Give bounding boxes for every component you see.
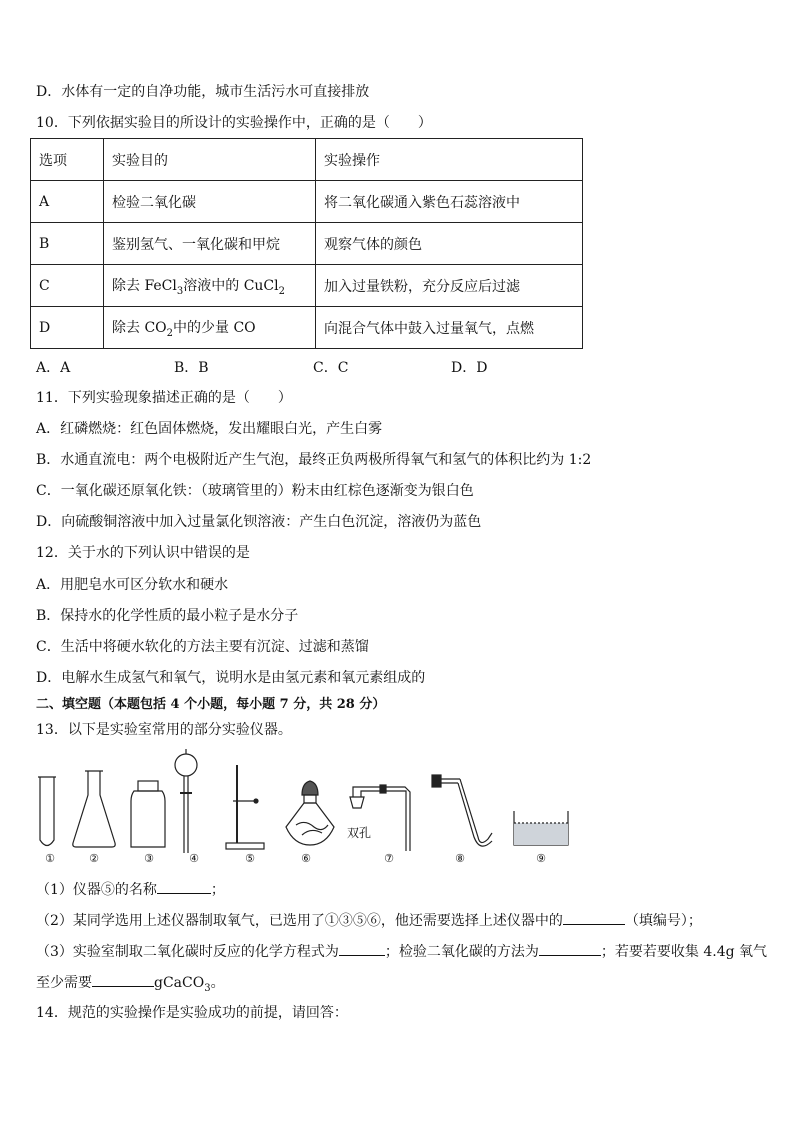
reagent-bottle-icon xyxy=(131,781,165,847)
choice-c: C．C xyxy=(313,360,349,376)
table-header-row xyxy=(31,139,583,181)
subscript: 3 xyxy=(204,982,211,994)
operation-cell: 加入过量铁粉，充分反应后过滤 xyxy=(316,265,583,307)
prompt-text: ；检验二氧化碳的方法为 xyxy=(384,944,539,960)
instrument-number: ⑦ xyxy=(384,852,394,865)
table-row xyxy=(31,181,583,223)
option-cell: B xyxy=(31,223,104,265)
test-tube-icon xyxy=(38,777,56,846)
prompt-text: 至少需要 xyxy=(36,975,92,991)
separatory-funnel-icon xyxy=(175,749,197,853)
subscript: 2 xyxy=(278,285,285,297)
q12-option-d: D．电解水生成氢气和氧气，说明水是由氢元素和氧元素组成的 xyxy=(36,670,426,686)
purpose-text: 除去 FeCl xyxy=(112,277,177,294)
iron-stand-icon xyxy=(226,765,264,849)
prompt-text: （填编号）； xyxy=(624,913,702,929)
instrument-number: ③ xyxy=(144,852,154,865)
answer-blank[interactable] xyxy=(339,941,385,956)
q13-part3-cont xyxy=(36,972,225,999)
operation-cell: 将二氧化碳通入紫色石蕊溶液中 xyxy=(316,181,583,223)
conical-flask-icon xyxy=(73,771,115,847)
diagram-label: 双孔 xyxy=(347,826,372,840)
subscript: 3 xyxy=(176,285,184,297)
q11-option-d: D．向硫酸铜溶液中加入过量氯化钡溶液：产生白色沉淀，溶液仍为蓝色 xyxy=(36,514,482,530)
q13-stem: 13．以下是实验室常用的部分实验仪器。 xyxy=(36,722,292,738)
subscript: 2 xyxy=(166,327,174,339)
choice-b: B．B xyxy=(174,360,209,376)
header-cell: 选项 xyxy=(31,139,104,181)
purpose-cell xyxy=(104,307,316,349)
option-cell: C xyxy=(31,265,104,307)
q12-stem: 12．关于水的下列认识中错误的是 xyxy=(36,545,250,561)
instrument-number: ⑧ xyxy=(455,852,465,865)
q11-stem: 11．下列实验现象描述正确的是（ ） xyxy=(36,390,292,406)
q13-part2 xyxy=(36,910,702,931)
double-hole-stopper-icon xyxy=(350,785,410,851)
q12-option-a: A．用肥皂水可区分软水和硬水 xyxy=(36,577,229,593)
q11-option-a: A．红磷燃烧：红色固体燃烧，发出耀眼白光，产生白雾 xyxy=(36,421,383,437)
purpose-text: 溶液中的 CuCl xyxy=(183,277,279,294)
q13-part1 xyxy=(36,879,225,900)
operation-cell: 观察气体的颜色 xyxy=(316,223,583,265)
q12-option-c: C．生活中将硬水软化的方法主要有沉淀、过滤和蒸馏 xyxy=(36,639,369,655)
q9-option-d: D．水体有一定的自净功能，城市生活污水可直接排放 xyxy=(36,84,370,100)
prompt-text: （1）仪器⑤的名称 xyxy=(36,882,157,898)
instrument-number: ⑥ xyxy=(301,852,311,865)
q10-stem: 10．下列依据实验目的所设计的实验操作中，正确的是（ ） xyxy=(36,115,432,131)
purpose-text: 中的少量 CO xyxy=(173,319,256,336)
water-trough-icon xyxy=(514,811,568,845)
table-row xyxy=(31,265,583,307)
choice-d: D．D xyxy=(451,360,488,376)
header-cell: 实验操作 xyxy=(316,139,583,181)
purpose-text: 除去 CO xyxy=(112,319,167,336)
option-cell: D xyxy=(31,307,104,349)
instrument-number: ① xyxy=(45,852,55,865)
answer-blank[interactable] xyxy=(157,879,211,894)
choice-a: A．A xyxy=(36,360,71,376)
table-row xyxy=(31,223,583,265)
instrument-number: ⑨ xyxy=(536,852,546,865)
prompt-text: 。 xyxy=(210,975,225,991)
q10-options-table xyxy=(30,138,583,349)
purpose-cell: 鉴别氢气、一氧化碳和甲烷 xyxy=(104,223,316,265)
purpose-cell xyxy=(104,265,316,307)
answer-blank[interactable] xyxy=(92,972,154,987)
option-cell: A xyxy=(31,181,104,223)
prompt-text: gCaCO xyxy=(154,975,205,991)
prompt-text: （2）某同学选用上述仪器制取氧气，已选用了①③⑤⑥，他还需要选择上述仪器中的 xyxy=(36,913,563,929)
q12-option-b: B．保持水的化学性质的最小粒子是水分子 xyxy=(36,608,299,624)
instrument-number: ④ xyxy=(189,852,199,865)
purpose-cell: 检验二氧化碳 xyxy=(104,181,316,223)
instrument-number: ② xyxy=(89,852,99,865)
operation-cell: 向混合气体中鼓入过量氧气，点燃 xyxy=(316,307,583,349)
prompt-text: ； xyxy=(210,882,225,898)
answer-blank[interactable] xyxy=(539,941,601,956)
table-row xyxy=(31,307,583,349)
section-title: 二、填空题（本题包括 4 个小题，每小题 7 分，共 28 分） xyxy=(36,697,386,712)
q14-stem: 14．规范的实验操作是实验成功的前提，请回答： xyxy=(36,1005,348,1021)
instrument-number: ⑤ xyxy=(245,852,255,865)
q11-option-b: B．水通直流电：两个电极附近产生气泡，最终正负两极所得氧气和氢气的体积比约为 1:2 xyxy=(36,452,592,468)
alcohol-lamp-icon xyxy=(286,781,334,845)
prompt-text: ；若要若要收集 4.4g 氧气 xyxy=(600,944,768,960)
q13-part3 xyxy=(36,941,767,962)
delivery-tube-icon xyxy=(432,775,492,846)
header-cell: 实验目的 xyxy=(104,139,316,181)
answer-blank[interactable] xyxy=(563,910,625,925)
q11-option-c: C．一氧化碳还原氧化铁：（玻璃管里的）粉末由红棕色逐渐变为银白色 xyxy=(36,483,474,499)
prompt-text: （3）实验室制取二氧化碳时反应的化学方程式为 xyxy=(36,944,339,960)
